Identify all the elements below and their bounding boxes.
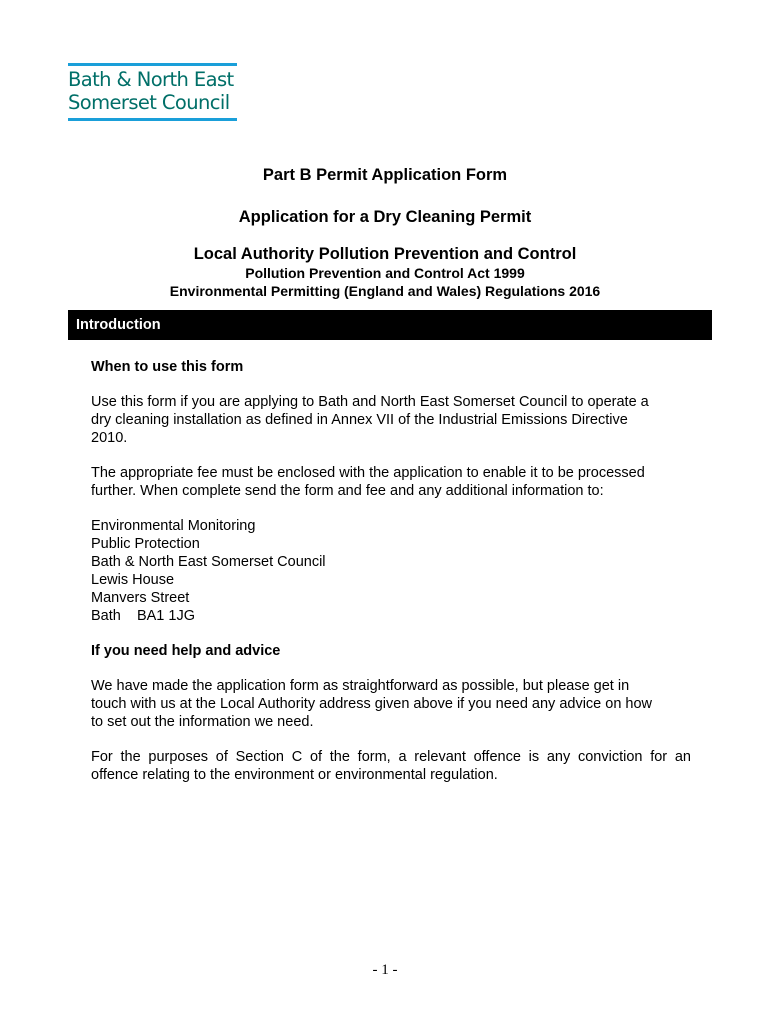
permit-title: Application for a Dry Cleaning Permit (238, 208, 532, 226)
logo-bottom-rule (68, 118, 237, 121)
when-to-use-para1-line2: dry cleaning installation as defined in Annex VII of the Industrial Emissions Directive (91, 412, 628, 428)
help-para2-line2: offence relating to the environment or environmental regulation. (91, 767, 498, 783)
address-line: Bath & North East Somerset Council (91, 554, 326, 570)
help-heading: If you need help and advice (91, 643, 281, 659)
introduction-body (91, 358, 691, 784)
help-para1-line3: to set out the information we need. (91, 714, 314, 730)
logo-line-2: Somerset Council (68, 91, 230, 114)
when-to-use-para2-line2: further. When complete send the form and fee and any additional information to: (91, 483, 604, 499)
logo-line-1: Bath & North East (68, 68, 234, 91)
address-line: Manvers Street (91, 590, 190, 606)
when-to-use-para2-line1: The appropriate fee must be enclosed with the application to enable it to be processed (91, 465, 645, 481)
address-line: Public Protection (91, 536, 200, 552)
address-line: Bath BA1 1JG (91, 608, 195, 624)
logo-top-rule (68, 63, 237, 66)
regulations-subtitle: Environmental Permitting (England and Wales) Regulations 2016 (169, 283, 601, 299)
form-title: Part B Permit Application Form (262, 166, 508, 184)
address-line: Environmental Monitoring (91, 518, 256, 534)
act-subtitle: Pollution Prevention and Control Act 1999 (245, 265, 525, 281)
help-para2-line1: For the purposes of Section C of the form, a relevant offence is any conviction for an (91, 749, 691, 765)
help-para1-line2: touch with us at the Local Authority address given above if you need any advice on how (91, 696, 653, 712)
introduction-section-header: Introduction (68, 310, 712, 340)
address-line: Lewis House (91, 572, 175, 588)
when-to-use-heading: When to use this form (91, 359, 244, 375)
page-number: - 1 - (372, 962, 398, 978)
help-para1-line1: We have made the application form as straightforward as possible, but please get in (91, 678, 630, 694)
regime-title: Local Authority Pollution Prevention and Control (193, 245, 577, 263)
when-to-use-para1-line3: 2010. (91, 430, 128, 446)
council-logo (68, 63, 238, 121)
when-to-use-para1-line1: Use this form if you are applying to Bath and North East Somerset Council to operate a (91, 394, 649, 410)
